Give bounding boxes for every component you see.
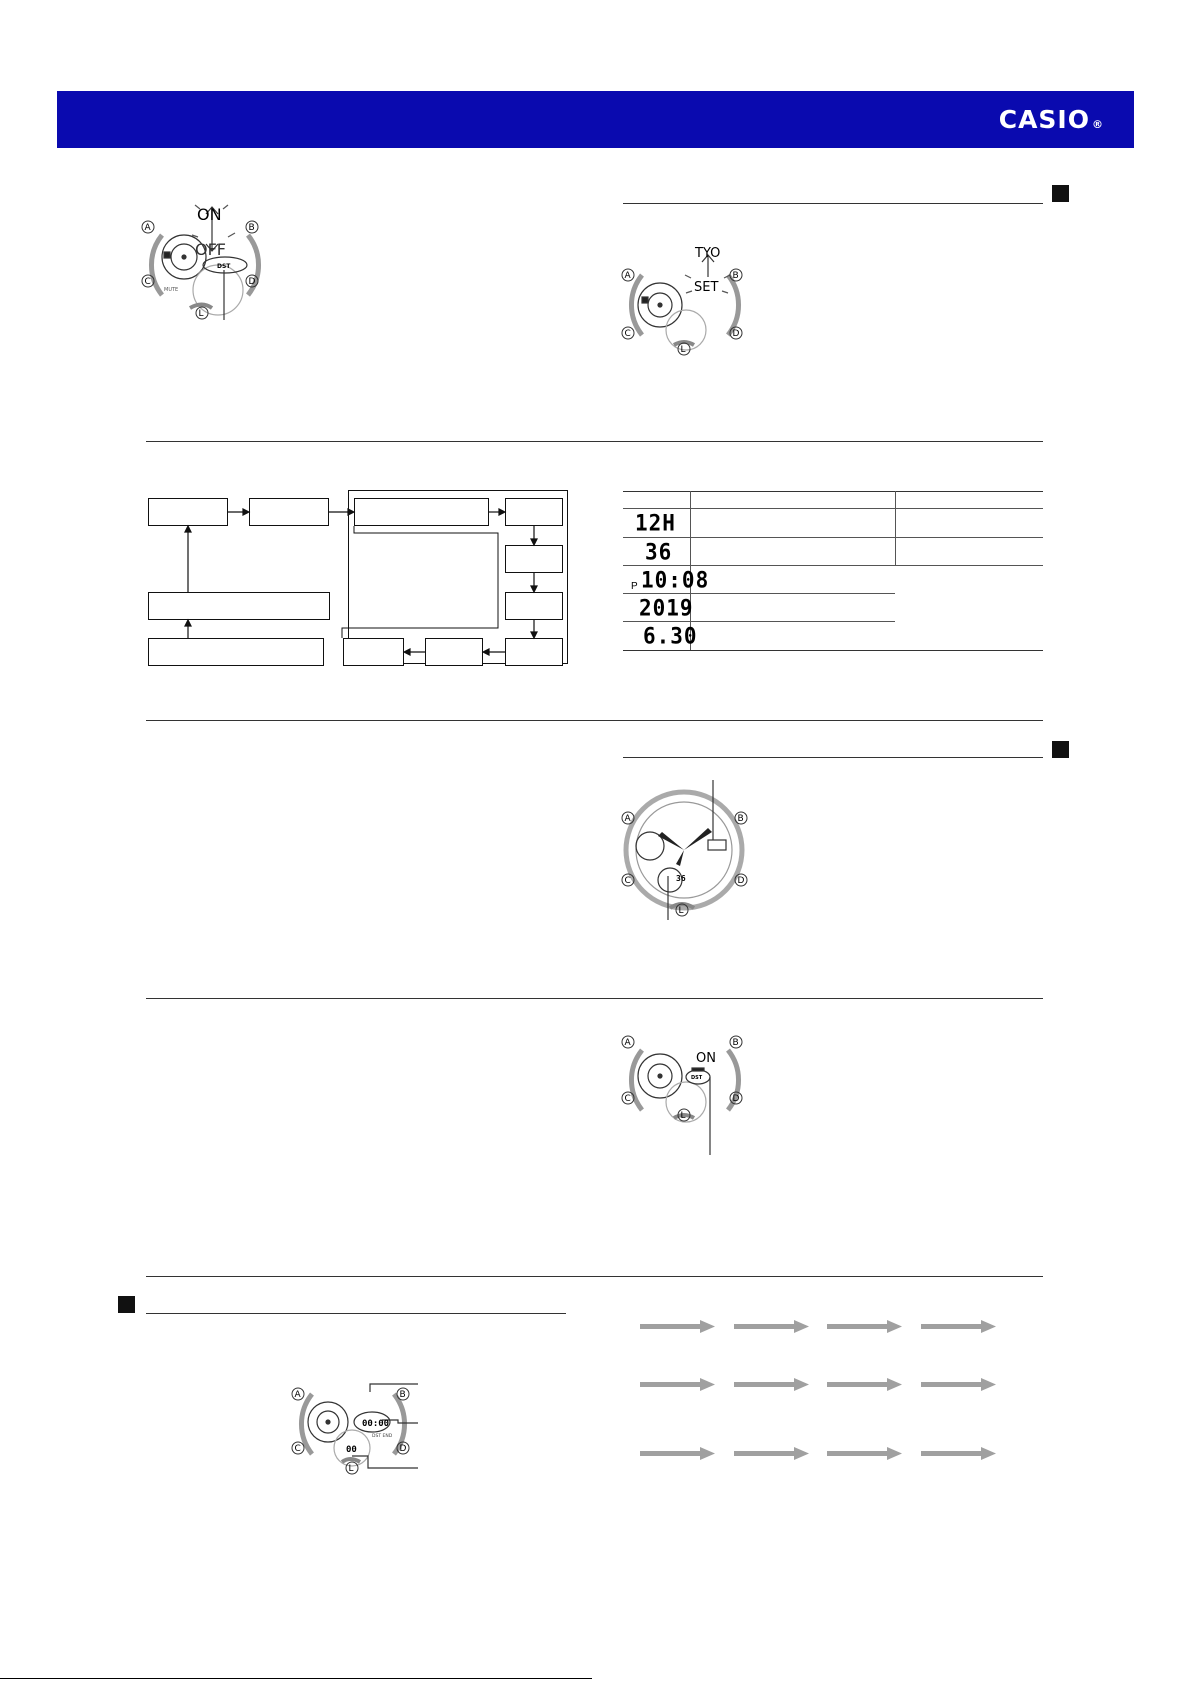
header-bar: [57, 91, 1134, 148]
digital-time-readout: 00:00: [362, 1419, 390, 1429]
settings-table: [623, 491, 1043, 651]
table-header-rule: [623, 508, 1043, 509]
svg-text:B: B: [399, 1390, 406, 1400]
svg-text:C: C: [624, 876, 631, 886]
section-marker: [1052, 185, 1069, 202]
svg-text:L: L: [680, 345, 686, 355]
svg-text:B: B: [737, 814, 744, 824]
dst-toggle-watch-figure: [140, 195, 270, 325]
svg-text:A: A: [624, 1038, 631, 1048]
section-rule: [623, 203, 1043, 204]
hand-alignment-watch-figure: [620, 780, 755, 920]
section-marker: [1052, 741, 1069, 758]
dst-on-watch-figure: [620, 1030, 750, 1160]
table-row-rule: [623, 593, 895, 594]
gray-arrow: [640, 1378, 715, 1391]
svg-text:L: L: [198, 309, 204, 319]
table-col-line: [895, 491, 896, 565]
section-divider: [146, 441, 1043, 442]
dst-indicator: DST: [217, 263, 231, 270]
svg-text:A: A: [294, 1390, 301, 1400]
svg-text:C: C: [624, 1094, 631, 1104]
dst-indicator: DST: [691, 1075, 703, 1081]
table-row-display: 12H: [635, 510, 676, 536]
on-label: ON: [696, 1051, 716, 1066]
gray-arrow: [827, 1320, 902, 1333]
section-marker: [118, 1296, 135, 1313]
table-row-rule: [623, 565, 1043, 566]
svg-text:B: B: [732, 271, 739, 281]
svg-text:D: D: [737, 876, 745, 886]
svg-text:A: A: [624, 271, 631, 281]
section-divider: [146, 998, 1043, 999]
mute-label: MUTE: [164, 287, 179, 293]
set-label: SET: [694, 280, 719, 295]
off-label: OFF: [195, 240, 226, 259]
svg-text:C: C: [294, 1444, 301, 1454]
setting-sequence-flowchart: [140, 490, 570, 675]
sequence-arrow-grid: [630, 1310, 1010, 1460]
gray-arrow: [734, 1320, 809, 1333]
table-row-display: 36: [645, 539, 673, 565]
table-row-rule: [623, 537, 1043, 538]
section-rule: [623, 757, 1043, 758]
gray-arrow: [640, 1447, 715, 1460]
page-footer-rule: [0, 1678, 592, 1679]
table-bottom-rule: [623, 650, 1043, 651]
on-label: ON: [197, 205, 222, 224]
svg-text:L: L: [680, 1111, 686, 1121]
digital-small-readout: 00: [346, 1445, 357, 1455]
svg-text:D: D: [248, 277, 256, 287]
svg-text:D: D: [399, 1444, 407, 1454]
gray-arrow: [921, 1447, 996, 1460]
city-code-label: TYO: [695, 246, 721, 261]
svg-text:L: L: [678, 906, 684, 916]
table-row-display: 10:08: [641, 567, 710, 593]
gray-arrow: [640, 1320, 715, 1333]
gray-arrow: [921, 1320, 996, 1333]
casio-logo: [999, 105, 1104, 134]
section-rule: [146, 1313, 566, 1314]
table-row-rule: [623, 621, 895, 622]
section-divider: [146, 1276, 1043, 1277]
brand-name: CASIO: [998, 105, 1090, 134]
table-row-prefix: P: [631, 581, 638, 592]
svg-text:A: A: [144, 223, 151, 233]
svg-text:C: C: [624, 329, 631, 339]
svg-text:D: D: [732, 1094, 740, 1104]
gray-arrow: [921, 1378, 996, 1391]
section-divider: [146, 720, 1043, 721]
table-top-rule: [623, 491, 1043, 492]
city-set-watch-figure: [620, 245, 750, 360]
registered-mark: ®: [1092, 118, 1104, 131]
flow-arrows: [140, 490, 570, 675]
svg-text:A: A: [624, 814, 631, 824]
svg-text:B: B: [732, 1038, 739, 1048]
table-row-display: 2019: [639, 595, 694, 621]
gray-arrow: [734, 1447, 809, 1460]
table-row-display: 6.30: [643, 623, 698, 649]
dst-end-label: DST END: [372, 1434, 393, 1439]
digital-readout: 36: [676, 874, 686, 883]
summer-time-watch-figure: [290, 1380, 425, 1480]
gray-arrow: [827, 1447, 902, 1460]
svg-text:L: L: [348, 1464, 354, 1474]
svg-text:B: B: [248, 223, 255, 233]
gray-arrow: [734, 1378, 809, 1391]
svg-text:D: D: [732, 329, 740, 339]
gray-arrow: [827, 1378, 902, 1391]
svg-text:C: C: [144, 277, 151, 287]
